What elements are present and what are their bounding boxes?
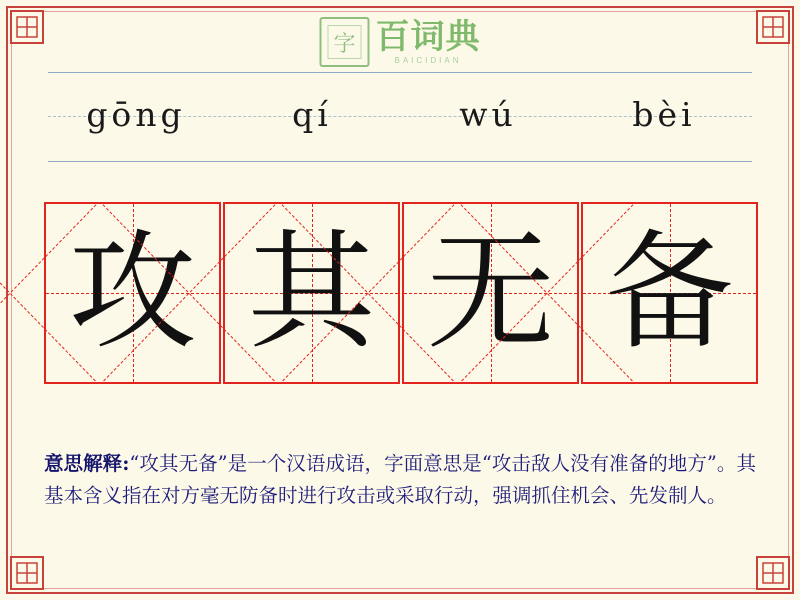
logo-title: 百词典 <box>375 16 481 57</box>
logo-text <box>375 16 481 65</box>
explanation-block <box>44 448 756 511</box>
pinyin-row <box>48 72 752 162</box>
logo-subtitle: BAICIDIAN <box>394 55 462 65</box>
explanation-label: 意思解释: <box>44 452 130 475</box>
corner-ornament-icon <box>10 556 44 590</box>
character-cell <box>44 202 221 384</box>
pinyin-syllable: bèi <box>632 94 696 134</box>
site-logo <box>320 16 481 68</box>
character-glyph: 攻 <box>68 218 197 367</box>
explanation-text: “攻其无备”是一个汉语成语，字面意思是“攻击敌人没有准备的地方”。其基本含义指在对方毫无防备时进行攻击或采取行动，强调抓住机会、先发制人。 <box>44 452 756 507</box>
character-cell <box>581 202 758 384</box>
corner-ornament-icon <box>756 556 790 590</box>
pinyin-syllable: wú <box>459 94 517 134</box>
character-cell <box>402 202 579 384</box>
character-glyph: 备 <box>605 218 734 367</box>
seal-square-icon <box>320 17 370 67</box>
character-glyph: 其 <box>247 218 376 367</box>
seal-square-glyph: 字 <box>333 31 356 57</box>
character-cell <box>223 202 400 384</box>
pinyin-syllable: gōng <box>86 94 186 134</box>
corner-ornament-icon <box>756 10 790 44</box>
character-grid <box>44 202 758 384</box>
character-glyph: 无 <box>426 218 555 367</box>
pinyin-syllable: qí <box>292 94 332 134</box>
pinyin-staff <box>48 72 752 162</box>
corner-ornament-icon <box>10 10 44 44</box>
